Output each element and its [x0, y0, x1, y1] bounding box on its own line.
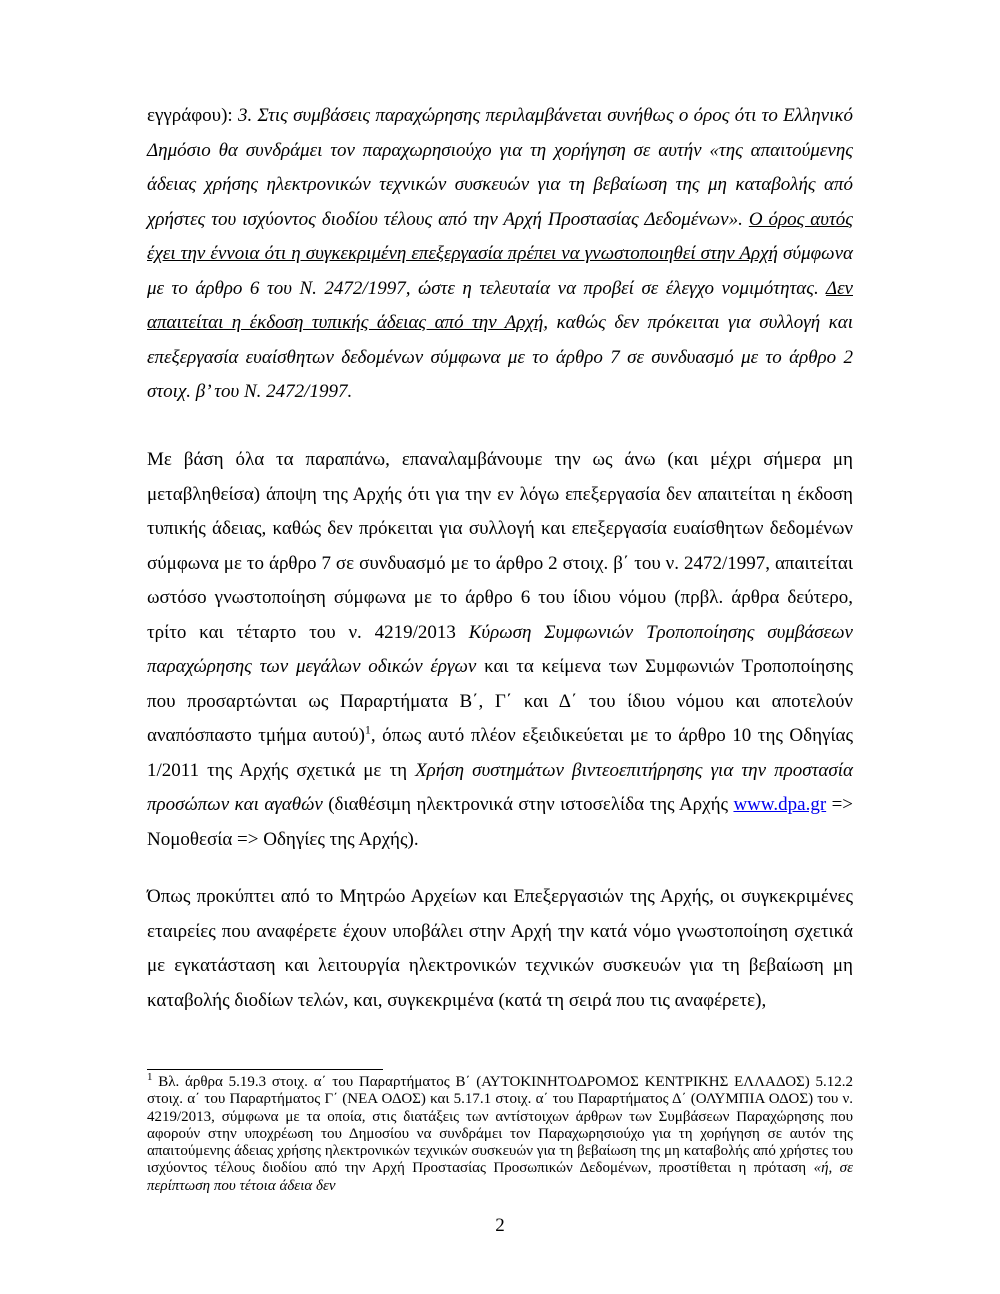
paragraph-2: [147, 443, 853, 857]
paragraph-1-italic-quote: 3. Στις συμβάσεις παραχώρησης περιλαμβάνεται συνήθως ο όρος ότι το Ελληνικό Δημόσιο θα συνδράμει τον παραχωρησιούχο για τη χορήγηση σε αυτήν «της απαιτούμενης άδειας χρήσης ηλεκτρονικών τεχνικών συσκευών για τη βεβαίωση της μη καταβολής από χρήστες του ισχύοντος διοδίου τέλους από την Αρχή Προστασίας Δεδομένων».: [147, 105, 853, 230]
paragraph-2-law-title: Κύρωση Συμφωνιών Τροποποίησης συμβάσεων παραχώρησης των μεγάλων οδικών έργων: [147, 621, 853, 677]
paragraph-2-text-c: , όπως αυτό πλέον εξειδικεύεται με το άρθρο 10 της Οδηγίας 1/2011 της Αρχής σχετικά με τη: [147, 725, 854, 781]
paragraph-2-text-b: και τα κείμενα των Συμφωνιών Τροποποίησης που προσαρτώνται ως Παραρτήματα Β΄, Γ΄ και Δ΄ του ίδιου νόμου και αποτελούν αναπόσπαστο τμήμα αυτού): [147, 656, 853, 746]
paragraph-1-italic-ending: , καθώς δεν πρόκειται για συλλογή και επεξεργασία ευαίσθητων δεδομένων σύμφωνα με το άρθρο 7 σε συνδυασμό με το άρθρο 2 στοιχ. β’ του Ν. 2472/1997.: [147, 312, 853, 402]
dpa-website-link[interactable]: www.dpa.gr: [733, 794, 827, 815]
paragraph-2-text-a: Με βάση όλα τα παραπάνω, επαναλαμβάνουμε την ως άνω (και μέχρι σήμερα μη μεταβληθείσα) άποψη της Αρχής ότι για την εν λόγω επεξεργασία δεν απαιτείται η έκδοση τυπικής άδειας, καθώς δεν πρόκειται για συλλογή και επεξεργασία ευαίσθητων δεδομένων σύμφωνα με το άρθρο 7 σε συνδυασμό με το άρθρο 2 στοιχ. β΄ του ν. 2472/1997, απαιτείται ωστόσο γνωστοποίηση σύμφωνα με το άρθρο 6 του ίδιου νόμου (πρβλ. άρθρα δεύτερο, τρίτο και τέταρτο του ν. 4219/2013: [147, 449, 853, 643]
paragraph-3: Όπως προκύπτει από το Μητρώο Αρχείων και Επεξεργασιών της Αρχής, οι συγκεκριμένες εταιρείες που αναφέρετε έχουν υποβάλει στην Αρχή την κατά νόμο γνωστοποίηση σχετικά με εγκατάσταση και λειτουργία ηλεκτρονικών τεχνικών συσκευών για τη βεβαίωση μη καταβολής διοδίων τελών, και, συγκεκριμένα (κατά τη σειρά που τις αναφέρετε),: [147, 886, 853, 1011]
paragraph-1-underlined-no-permit: Δεν απαιτείται η έκδοση τυπικής άδειας από την Αρχή: [147, 277, 853, 333]
paragraph-1-underlined-notice: Ο όρος αυτός έχει την έννοια ότι η συγκεκριμένη επεξεργασία πρέπει να γνωστοποιηθεί στην Αρχή: [147, 208, 853, 264]
paragraph-1-italic-continuation: σύμφωνα με το άρθρο 6 του Ν. 2472/1997, ώστε η τελευταία να προβεί σε έλεγχο νομιμότητας.: [147, 243, 853, 299]
footnote-marker: 1: [147, 1071, 153, 1083]
footnote-text: Βλ. άρθρα 5.19.3 στοιχ. α΄ του Παραρτήματος Β΄ (ΑΥΤΟΚΙΝΗΤΟΔΡΟΜΟΣ ΚΕΝΤΡΙΚΗΣ ΕΛΛΑΔΟΣ) 5.12.2 στοιχ. α΄ του Παραρτήματος Γ΄ (ΝΕΑ ΟΔΟΣ) και 5.17.1 στοιχ. α΄ του Παραρτήματος Δ΄ (ΟΛΥΜΠΙΑ ΟΔΟΣ) του ν. 4219/2013, σύμφωνα με τα οποία, στις διατάξεις των αντίστοιχων άρθρων των Συμβάσεων Παραχώρησης που αφορούν στην υποχρέωση του Δημοσίου να συνδράμει τον Παραχωρησιούχο για τη χορήγηση σε αυτόν της απαιτούμενης άδειας χρήσης ηλεκτρονικών τεχνικών συσκευών για τη βεβαίωση της μη καταβολής από χρήστες του ισχύοντος τέλους διοδίου από την Αρχή Προστασίας Προσωπικών Δεδομένων, προστίθεται η πρόταση: [147, 1074, 853, 1177]
paragraph-1: [147, 99, 853, 410]
paragraph-2-text-d: (διαθέσιμη ηλεκτρονικά στην ιστοσελίδα της Αρχής: [322, 794, 734, 815]
footnote-italic-clause: «ή, σε περίπτωση που τέτοια άδεια δεν: [147, 1160, 853, 1194]
paragraph-2-text-e: => Νομοθεσία => Οδηγίες της Αρχής).: [147, 794, 853, 850]
footnote-separator: [147, 1069, 383, 1070]
paragraph-2-directive-title: Χρήση συστημάτων βιντεοεπιτήρησης για την προστασία προσώπων και αγαθών: [147, 759, 853, 815]
page-number: 2: [495, 1215, 505, 1236]
paragraph-1-lead: εγγράφου):: [147, 105, 238, 126]
footnote: [147, 1071, 853, 1195]
footnote-reference[interactable]: 1: [364, 722, 371, 737]
